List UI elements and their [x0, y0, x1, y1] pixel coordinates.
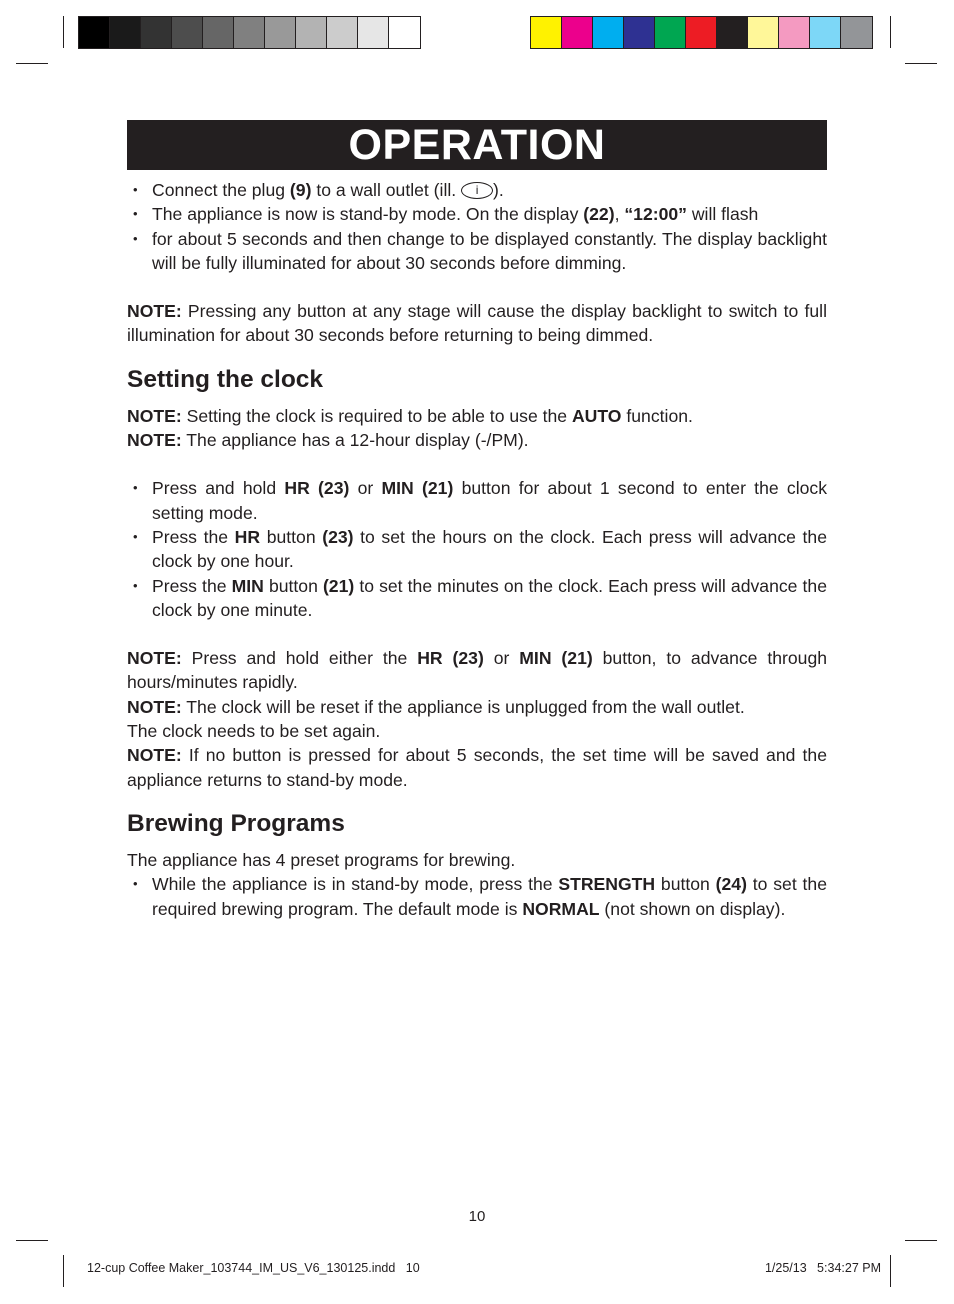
note: NOTE: The appliance has a 12-hour display (-/PM).: [127, 430, 529, 451]
note: NOTE: Press and hold either the HR (23) or MIN (21) button, to advance through hours/minutes rapidly.: [127, 648, 828, 693]
color-swatch: [265, 17, 296, 48]
brewing-list: [127, 872, 827, 921]
crop-mark: [63, 1255, 64, 1287]
color-swatch: [562, 17, 593, 48]
file-slug: 12-cup Coffee Maker_103744_IM_US_V6_130125.indd 10: [87, 1261, 420, 1275]
color-swatch: [234, 17, 265, 48]
color-swatch: [79, 17, 110, 48]
note: NOTE: Setting the clock is required to be able to use the AUTO function.: [127, 405, 693, 426]
color-swatch: [110, 17, 141, 48]
color-swatch: [717, 17, 748, 48]
crop-mark: [63, 16, 64, 48]
list-item: • While the appliance is in stand-by mode, press the STRENGTH button (24) to set the required brewing program. The default mode is NORMAL (not shown on display).: [127, 872, 827, 921]
section-banner: [127, 120, 827, 170]
color-swatch: [779, 17, 810, 48]
section-heading-setting-clock: Setting the clock: [127, 365, 324, 393]
list-item: • for about 5 seconds and then change to be displayed constantly. The display backlight will be fully illuminated for about 30 seconds before dimming.: [127, 227, 827, 276]
list-item: • Press the HR button (23) to set the hours on the clock. Each press will advance the clock by one hour.: [127, 525, 827, 574]
color-swatch: [203, 17, 234, 48]
list-item: • The appliance is now is stand-by mode. On the display (22), “12:00” will flash: [127, 202, 827, 226]
color-swatch: [296, 17, 327, 48]
color-swatch: [655, 17, 686, 48]
color-swatch: [748, 17, 779, 48]
color-swatch: [531, 17, 562, 48]
grayscale-color-bar: [78, 16, 421, 49]
color-swatch: [172, 17, 203, 48]
process-color-bar: [530, 16, 873, 49]
date-slug: 1/25/13 5:34:27 PM: [764, 1261, 881, 1275]
note: NOTE: If no button is pressed for about 5 seconds, the set time will be saved and the appliance returns to stand-by mode.: [127, 745, 827, 790]
color-swatch: [358, 17, 389, 48]
color-swatch: [389, 17, 420, 48]
list-item: • Press the MIN button (21) to set the minutes on the clock. Each press will advance the clock by one minute.: [127, 574, 827, 623]
body-text: The appliance has 4 preset programs for brewing.: [127, 849, 516, 870]
crop-mark: [905, 63, 937, 64]
crop-mark: [890, 16, 891, 48]
color-swatch: [593, 17, 624, 48]
crop-mark: [905, 1240, 937, 1241]
color-swatch: [141, 17, 172, 48]
color-swatch: [841, 17, 872, 48]
section-heading-brewing-programs: Brewing Programs: [127, 809, 345, 837]
main-content: [127, 178, 827, 921]
crop-mark: [16, 1240, 48, 1241]
page-title: OPERATION: [348, 120, 606, 169]
note: NOTE: Pressing any button at any stage will cause the display backlight to switch to full illumination for about 30 seconds before returning to being dimmed.: [127, 301, 827, 346]
crop-mark: [16, 63, 48, 64]
page-number: 10: [468, 1208, 486, 1225]
illustration-i-icon: i: [461, 182, 493, 199]
list-item: • Connect the plug (9) to a wall outlet (ill. i ).: [127, 178, 827, 202]
color-swatch: [810, 17, 841, 48]
clock-steps-list: [127, 476, 827, 622]
list-item: • Press and hold HR (23) or MIN (21) button for about 1 second to enter the clock setting mode.: [127, 476, 827, 525]
color-swatch: [327, 17, 358, 48]
color-swatch: [624, 17, 655, 48]
body-text: The clock needs to be set again.: [127, 721, 381, 742]
intro-list: [127, 178, 827, 275]
note: NOTE: The clock will be reset if the appliance is unplugged from the wall outlet.: [127, 696, 745, 717]
color-swatch: [686, 17, 717, 48]
crop-mark: [890, 1255, 891, 1287]
